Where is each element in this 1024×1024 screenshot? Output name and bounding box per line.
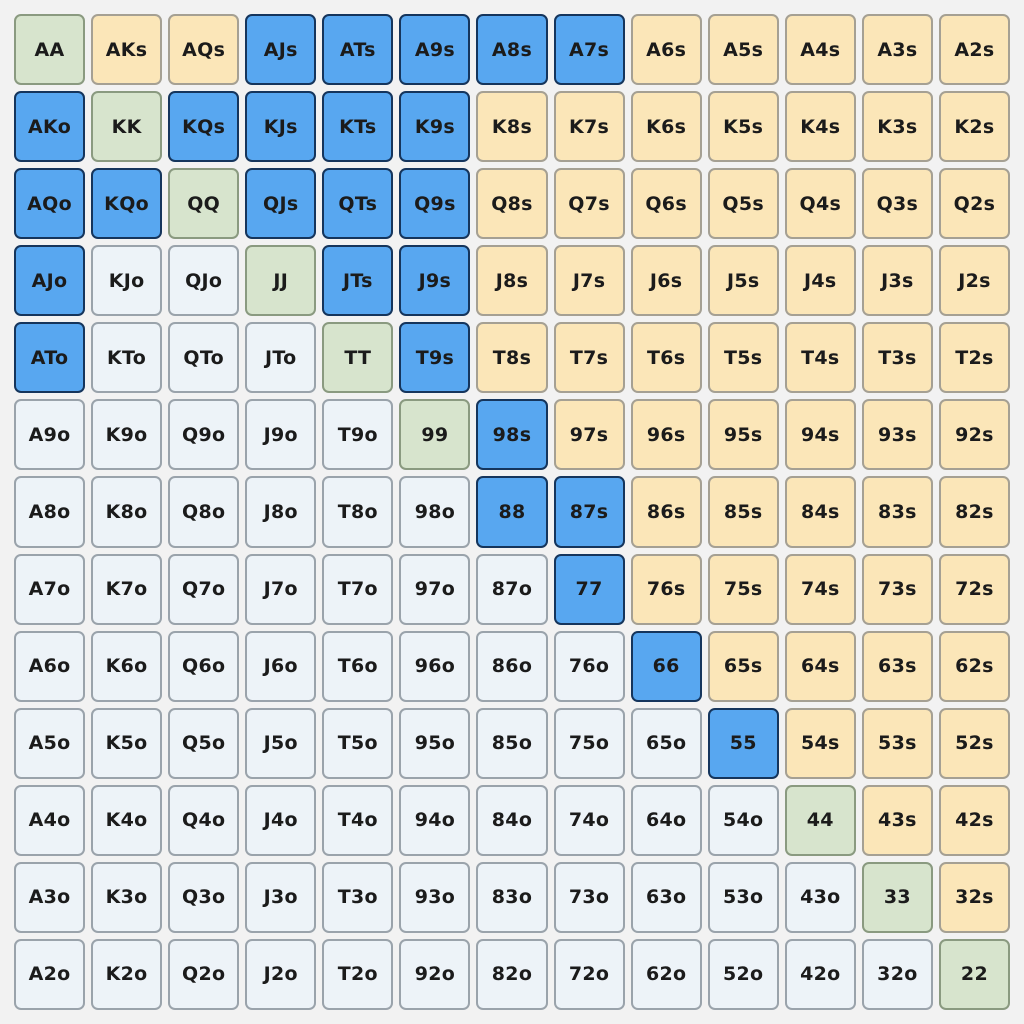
hand-cell-qjs[interactable]: QJs — [245, 168, 316, 239]
hand-cell-j4o[interactable]: J4o — [245, 785, 316, 856]
hand-cell-a9s[interactable]: A9s — [399, 14, 470, 85]
hand-cell-q9o[interactable]: Q9o — [168, 399, 239, 470]
hand-cell-96o[interactable]: 96o — [399, 631, 470, 702]
hand-cell-88[interactable]: 88 — [476, 476, 547, 547]
hand-cell-a6o[interactable]: A6o — [14, 631, 85, 702]
hand-cell-84s[interactable]: 84s — [785, 476, 856, 547]
hand-cell-k4s[interactable]: K4s — [785, 91, 856, 162]
hand-cell-a2s[interactable]: A2s — [939, 14, 1010, 85]
hand-cell-44[interactable]: 44 — [785, 785, 856, 856]
hand-cell-a5s[interactable]: A5s — [708, 14, 779, 85]
hand-cell-t3o[interactable]: T3o — [322, 862, 393, 933]
hand-cell-95s[interactable]: 95s — [708, 399, 779, 470]
hand-cell-a7o[interactable]: A7o — [14, 554, 85, 625]
hand-cell-j3o[interactable]: J3o — [245, 862, 316, 933]
hand-cell-jts[interactable]: JTs — [322, 245, 393, 316]
hand-cell-76s[interactable]: 76s — [631, 554, 702, 625]
hand-cell-q6s[interactable]: Q6s — [631, 168, 702, 239]
hand-cell-t8o[interactable]: T8o — [322, 476, 393, 547]
hand-cell-64o[interactable]: 64o — [631, 785, 702, 856]
hand-cell-83o[interactable]: 83o — [476, 862, 547, 933]
hand-cell-j6o[interactable]: J6o — [245, 631, 316, 702]
hand-cell-ako[interactable]: AKo — [14, 91, 85, 162]
hand-cell-k8s[interactable]: K8s — [476, 91, 547, 162]
hand-cell-a9o[interactable]: A9o — [14, 399, 85, 470]
hand-cell-aqs[interactable]: AQs — [168, 14, 239, 85]
hand-cell-a8o[interactable]: A8o — [14, 476, 85, 547]
hand-cell-jto[interactable]: JTo — [245, 322, 316, 393]
hand-cell-a3s[interactable]: A3s — [862, 14, 933, 85]
hand-cell-k6s[interactable]: K6s — [631, 91, 702, 162]
hand-cell-ats[interactable]: ATs — [322, 14, 393, 85]
hand-cell-t3s[interactable]: T3s — [862, 322, 933, 393]
hand-cell-52o[interactable]: 52o — [708, 939, 779, 1010]
hand-cell-t5o[interactable]: T5o — [322, 708, 393, 779]
hand-cell-aa[interactable]: AA — [14, 14, 85, 85]
hand-cell-q3o[interactable]: Q3o — [168, 862, 239, 933]
hand-cell-q8s[interactable]: Q8s — [476, 168, 547, 239]
hand-cell-42s[interactable]: 42s — [939, 785, 1010, 856]
hand-cell-j7s[interactable]: J7s — [554, 245, 625, 316]
hand-cell-t5s[interactable]: T5s — [708, 322, 779, 393]
hand-cell-k2s[interactable]: K2s — [939, 91, 1010, 162]
hand-cell-kqs[interactable]: KQs — [168, 91, 239, 162]
hand-cell-q2s[interactable]: Q2s — [939, 168, 1010, 239]
hand-cell-a4s[interactable]: A4s — [785, 14, 856, 85]
hand-cell-86s[interactable]: 86s — [631, 476, 702, 547]
hand-cell-t4s[interactable]: T4s — [785, 322, 856, 393]
hand-cell-k5s[interactable]: K5s — [708, 91, 779, 162]
hand-cell-a2o[interactable]: A2o — [14, 939, 85, 1010]
hand-cell-kqo[interactable]: KQo — [91, 168, 162, 239]
hand-cell-ato[interactable]: ATo — [14, 322, 85, 393]
hand-cell-t7o[interactable]: T7o — [322, 554, 393, 625]
hand-cell-33[interactable]: 33 — [862, 862, 933, 933]
hand-cell-t4o[interactable]: T4o — [322, 785, 393, 856]
hand-cell-97s[interactable]: 97s — [554, 399, 625, 470]
hand-cell-t9o[interactable]: T9o — [322, 399, 393, 470]
hand-cell-k9s[interactable]: K9s — [399, 91, 470, 162]
hand-cell-a8s[interactable]: A8s — [476, 14, 547, 85]
hand-cell-74o[interactable]: 74o — [554, 785, 625, 856]
hand-cell-93s[interactable]: 93s — [862, 399, 933, 470]
hand-cell-65o[interactable]: 65o — [631, 708, 702, 779]
hand-cell-86o[interactable]: 86o — [476, 631, 547, 702]
hand-cell-kjs[interactable]: KJs — [245, 91, 316, 162]
hand-cell-k6o[interactable]: K6o — [91, 631, 162, 702]
hand-cell-54s[interactable]: 54s — [785, 708, 856, 779]
hand-cell-53o[interactable]: 53o — [708, 862, 779, 933]
hand-cell-85s[interactable]: 85s — [708, 476, 779, 547]
hand-cell-j2o[interactable]: J2o — [245, 939, 316, 1010]
hand-cell-42o[interactable]: 42o — [785, 939, 856, 1010]
hand-cell-t8s[interactable]: T8s — [476, 322, 547, 393]
hand-cell-32s[interactable]: 32s — [939, 862, 1010, 933]
hand-cell-87s[interactable]: 87s — [554, 476, 625, 547]
hand-cell-t6o[interactable]: T6o — [322, 631, 393, 702]
hand-cell-q8o[interactable]: Q8o — [168, 476, 239, 547]
hand-cell-95o[interactable]: 95o — [399, 708, 470, 779]
hand-cell-j9s[interactable]: J9s — [399, 245, 470, 316]
hand-cell-73o[interactable]: 73o — [554, 862, 625, 933]
hand-cell-k9o[interactable]: K9o — [91, 399, 162, 470]
hand-cell-qto[interactable]: QTo — [168, 322, 239, 393]
hand-cell-j2s[interactable]: J2s — [939, 245, 1010, 316]
hand-cell-kjo[interactable]: KJo — [91, 245, 162, 316]
hand-cell-83s[interactable]: 83s — [862, 476, 933, 547]
hand-cell-a4o[interactable]: A4o — [14, 785, 85, 856]
hand-cell-q7o[interactable]: Q7o — [168, 554, 239, 625]
hand-range-grid — [14, 14, 1010, 1010]
hand-cell-94s[interactable]: 94s — [785, 399, 856, 470]
hand-cell-qq[interactable]: QQ — [168, 168, 239, 239]
hand-cell-94o[interactable]: 94o — [399, 785, 470, 856]
hand-cell-q5s[interactable]: Q5s — [708, 168, 779, 239]
hand-cell-j5o[interactable]: J5o — [245, 708, 316, 779]
hand-cell-q5o[interactable]: Q5o — [168, 708, 239, 779]
hand-cell-82o[interactable]: 82o — [476, 939, 547, 1010]
hand-cell-64s[interactable]: 64s — [785, 631, 856, 702]
hand-cell-97o[interactable]: 97o — [399, 554, 470, 625]
hand-cell-q2o[interactable]: Q2o — [168, 939, 239, 1010]
hand-cell-22[interactable]: 22 — [939, 939, 1010, 1010]
hand-cell-j5s[interactable]: J5s — [708, 245, 779, 316]
hand-cell-t7s[interactable]: T7s — [554, 322, 625, 393]
hand-cell-a5o[interactable]: A5o — [14, 708, 85, 779]
hand-cell-66[interactable]: 66 — [631, 631, 702, 702]
hand-cell-74s[interactable]: 74s — [785, 554, 856, 625]
hand-cell-k5o[interactable]: K5o — [91, 708, 162, 779]
hand-cell-k8o[interactable]: K8o — [91, 476, 162, 547]
hand-cell-t9s[interactable]: T9s — [399, 322, 470, 393]
hand-cell-j9o[interactable]: J9o — [245, 399, 316, 470]
hand-cell-k7o[interactable]: K7o — [91, 554, 162, 625]
hand-cell-55[interactable]: 55 — [708, 708, 779, 779]
hand-cell-tt[interactable]: TT — [322, 322, 393, 393]
hand-cell-72o[interactable]: 72o — [554, 939, 625, 1010]
hand-cell-85o[interactable]: 85o — [476, 708, 547, 779]
hand-cell-q7s[interactable]: Q7s — [554, 168, 625, 239]
hand-cell-63o[interactable]: 63o — [631, 862, 702, 933]
hand-cell-k4o[interactable]: K4o — [91, 785, 162, 856]
hand-cell-t6s[interactable]: T6s — [631, 322, 702, 393]
hand-cell-kts[interactable]: KTs — [322, 91, 393, 162]
hand-cell-92s[interactable]: 92s — [939, 399, 1010, 470]
hand-cell-76o[interactable]: 76o — [554, 631, 625, 702]
hand-cell-87o[interactable]: 87o — [476, 554, 547, 625]
hand-cell-62o[interactable]: 62o — [631, 939, 702, 1010]
hand-cell-kto[interactable]: KTo — [91, 322, 162, 393]
hand-cell-j7o[interactable]: J7o — [245, 554, 316, 625]
hand-cell-k3o[interactable]: K3o — [91, 862, 162, 933]
hand-cell-73s[interactable]: 73s — [862, 554, 933, 625]
hand-cell-q4s[interactable]: Q4s — [785, 168, 856, 239]
hand-cell-k7s[interactable]: K7s — [554, 91, 625, 162]
hand-cell-t2s[interactable]: T2s — [939, 322, 1010, 393]
hand-cell-t2o[interactable]: T2o — [322, 939, 393, 1010]
hand-cell-43s[interactable]: 43s — [862, 785, 933, 856]
hand-cell-q9s[interactable]: Q9s — [399, 168, 470, 239]
hand-cell-77[interactable]: 77 — [554, 554, 625, 625]
hand-cell-43o[interactable]: 43o — [785, 862, 856, 933]
hand-cell-84o[interactable]: 84o — [476, 785, 547, 856]
hand-cell-j8s[interactable]: J8s — [476, 245, 547, 316]
hand-cell-qjo[interactable]: QJo — [168, 245, 239, 316]
hand-cell-j8o[interactable]: J8o — [245, 476, 316, 547]
hand-cell-a3o[interactable]: A3o — [14, 862, 85, 933]
hand-cell-ajs[interactable]: AJs — [245, 14, 316, 85]
hand-cell-aks[interactable]: AKs — [91, 14, 162, 85]
hand-cell-a6s[interactable]: A6s — [631, 14, 702, 85]
hand-cell-kk[interactable]: KK — [91, 91, 162, 162]
hand-cell-j6s[interactable]: J6s — [631, 245, 702, 316]
hand-cell-75o[interactable]: 75o — [554, 708, 625, 779]
hand-cell-q4o[interactable]: Q4o — [168, 785, 239, 856]
hand-cell-k2o[interactable]: K2o — [91, 939, 162, 1010]
hand-cell-82s[interactable]: 82s — [939, 476, 1010, 547]
hand-cell-jj[interactable]: JJ — [245, 245, 316, 316]
hand-cell-93o[interactable]: 93o — [399, 862, 470, 933]
hand-cell-j4s[interactable]: J4s — [785, 245, 856, 316]
hand-cell-75s[interactable]: 75s — [708, 554, 779, 625]
hand-cell-52s[interactable]: 52s — [939, 708, 1010, 779]
hand-cell-q6o[interactable]: Q6o — [168, 631, 239, 702]
hand-cell-a7s[interactable]: A7s — [554, 14, 625, 85]
hand-cell-j3s[interactable]: J3s — [862, 245, 933, 316]
hand-cell-62s[interactable]: 62s — [939, 631, 1010, 702]
hand-cell-99[interactable]: 99 — [399, 399, 470, 470]
hand-cell-92o[interactable]: 92o — [399, 939, 470, 1010]
hand-cell-63s[interactable]: 63s — [862, 631, 933, 702]
hand-cell-54o[interactable]: 54o — [708, 785, 779, 856]
hand-cell-72s[interactable]: 72s — [939, 554, 1010, 625]
hand-cell-98s[interactable]: 98s — [476, 399, 547, 470]
hand-cell-96s[interactable]: 96s — [631, 399, 702, 470]
hand-cell-q3s[interactable]: Q3s — [862, 168, 933, 239]
hand-cell-qts[interactable]: QTs — [322, 168, 393, 239]
hand-cell-k3s[interactable]: K3s — [862, 91, 933, 162]
hand-cell-65s[interactable]: 65s — [708, 631, 779, 702]
hand-cell-aqo[interactable]: AQo — [14, 168, 85, 239]
hand-cell-ajo[interactable]: AJo — [14, 245, 85, 316]
hand-cell-53s[interactable]: 53s — [862, 708, 933, 779]
hand-cell-98o[interactable]: 98o — [399, 476, 470, 547]
hand-cell-32o[interactable]: 32o — [862, 939, 933, 1010]
